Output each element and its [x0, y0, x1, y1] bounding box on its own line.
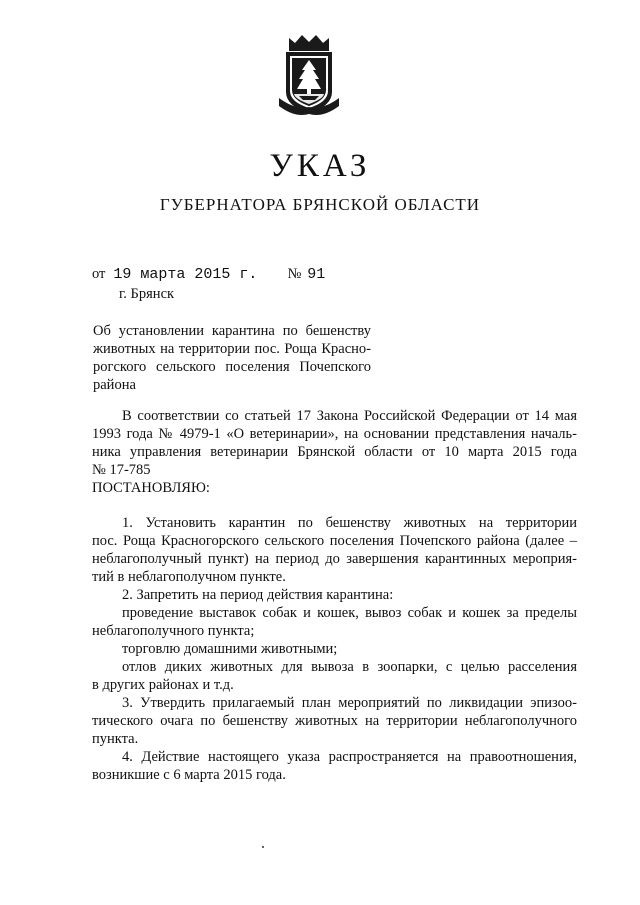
city: г. Брянск — [119, 286, 175, 302]
document-authority: ГУБЕРНАТОРА БРЯНСКОЙ ОБЛАСТИ — [159, 195, 481, 214]
subject-line: животных на территории пос. Роща Красно- — [93, 341, 371, 357]
body-line: тий в неблагополучном пункте. — [92, 569, 286, 585]
number-value: 91 — [307, 266, 326, 283]
subject-line: района — [93, 377, 136, 393]
date-label: от — [92, 266, 106, 282]
body-line: 4. Действие настоящего указа распространяется на правоотношения, — [122, 749, 577, 765]
body-line: отлов диких животных для вывоза в зоопарки, с целью расселения — [122, 659, 577, 675]
body-line: проведение выставок собак и кошек, вывоз собак и кошек за пределы — [122, 605, 577, 621]
body-line: 3. Утвердить прилагаемый план мероприятий по ликвидации эпизоо- — [122, 695, 577, 711]
decree-body — [92, 514, 577, 784]
body-line: торговлю домашними животными; — [122, 641, 338, 657]
preamble-line: 1993 года № 4979-1 «О ветеринарии», на основании представления началь- — [92, 426, 577, 442]
body-line: неблагополучный пункт) на период до завершения карантинных мероприя- — [92, 551, 577, 567]
body-line: пункта. — [92, 731, 139, 747]
body-line: 1. Установить карантин по бешенству животных на территории — [122, 515, 577, 531]
body-line: пос. Роща Красногорского сельского поселения Почепского района (далее – — [92, 533, 577, 549]
preamble-line: В соответствии со статьей 17 Закона Российской Федерации от 14 мая — [122, 408, 577, 424]
scan-speck — [262, 846, 264, 848]
body-line: в других районах и т.д. — [92, 677, 234, 693]
date-number-line — [92, 264, 325, 285]
preamble-line: ника управления ветеринарии Брянской области от 10 марта 2015 года — [92, 444, 577, 460]
document-type-title: УКАЗ — [269, 148, 371, 184]
subject-line: Об установлении карантина по бешенству — [93, 323, 371, 339]
body-line: 2. Запретить на период действия карантина: — [122, 587, 394, 603]
preamble — [92, 407, 577, 479]
subject-line: рогского сельского поселения Почепского — [93, 359, 371, 375]
resolve-word: ПОСТАНОВЛЯЮ: — [92, 480, 210, 496]
body-line: тического очага по бешенству животных на территории неблагополучного — [92, 713, 577, 729]
body-line: неблагополучного пункта; — [92, 623, 255, 639]
date-value: 19 марта 2015 г. — [113, 266, 258, 283]
preamble-line: № 17-785 — [92, 462, 151, 478]
document-subject — [93, 322, 371, 394]
bryansk-coat-of-arms-icon — [275, 34, 343, 118]
body-line: возникшие с 6 марта 2015 года. — [92, 767, 286, 783]
number-label: № — [287, 266, 302, 282]
